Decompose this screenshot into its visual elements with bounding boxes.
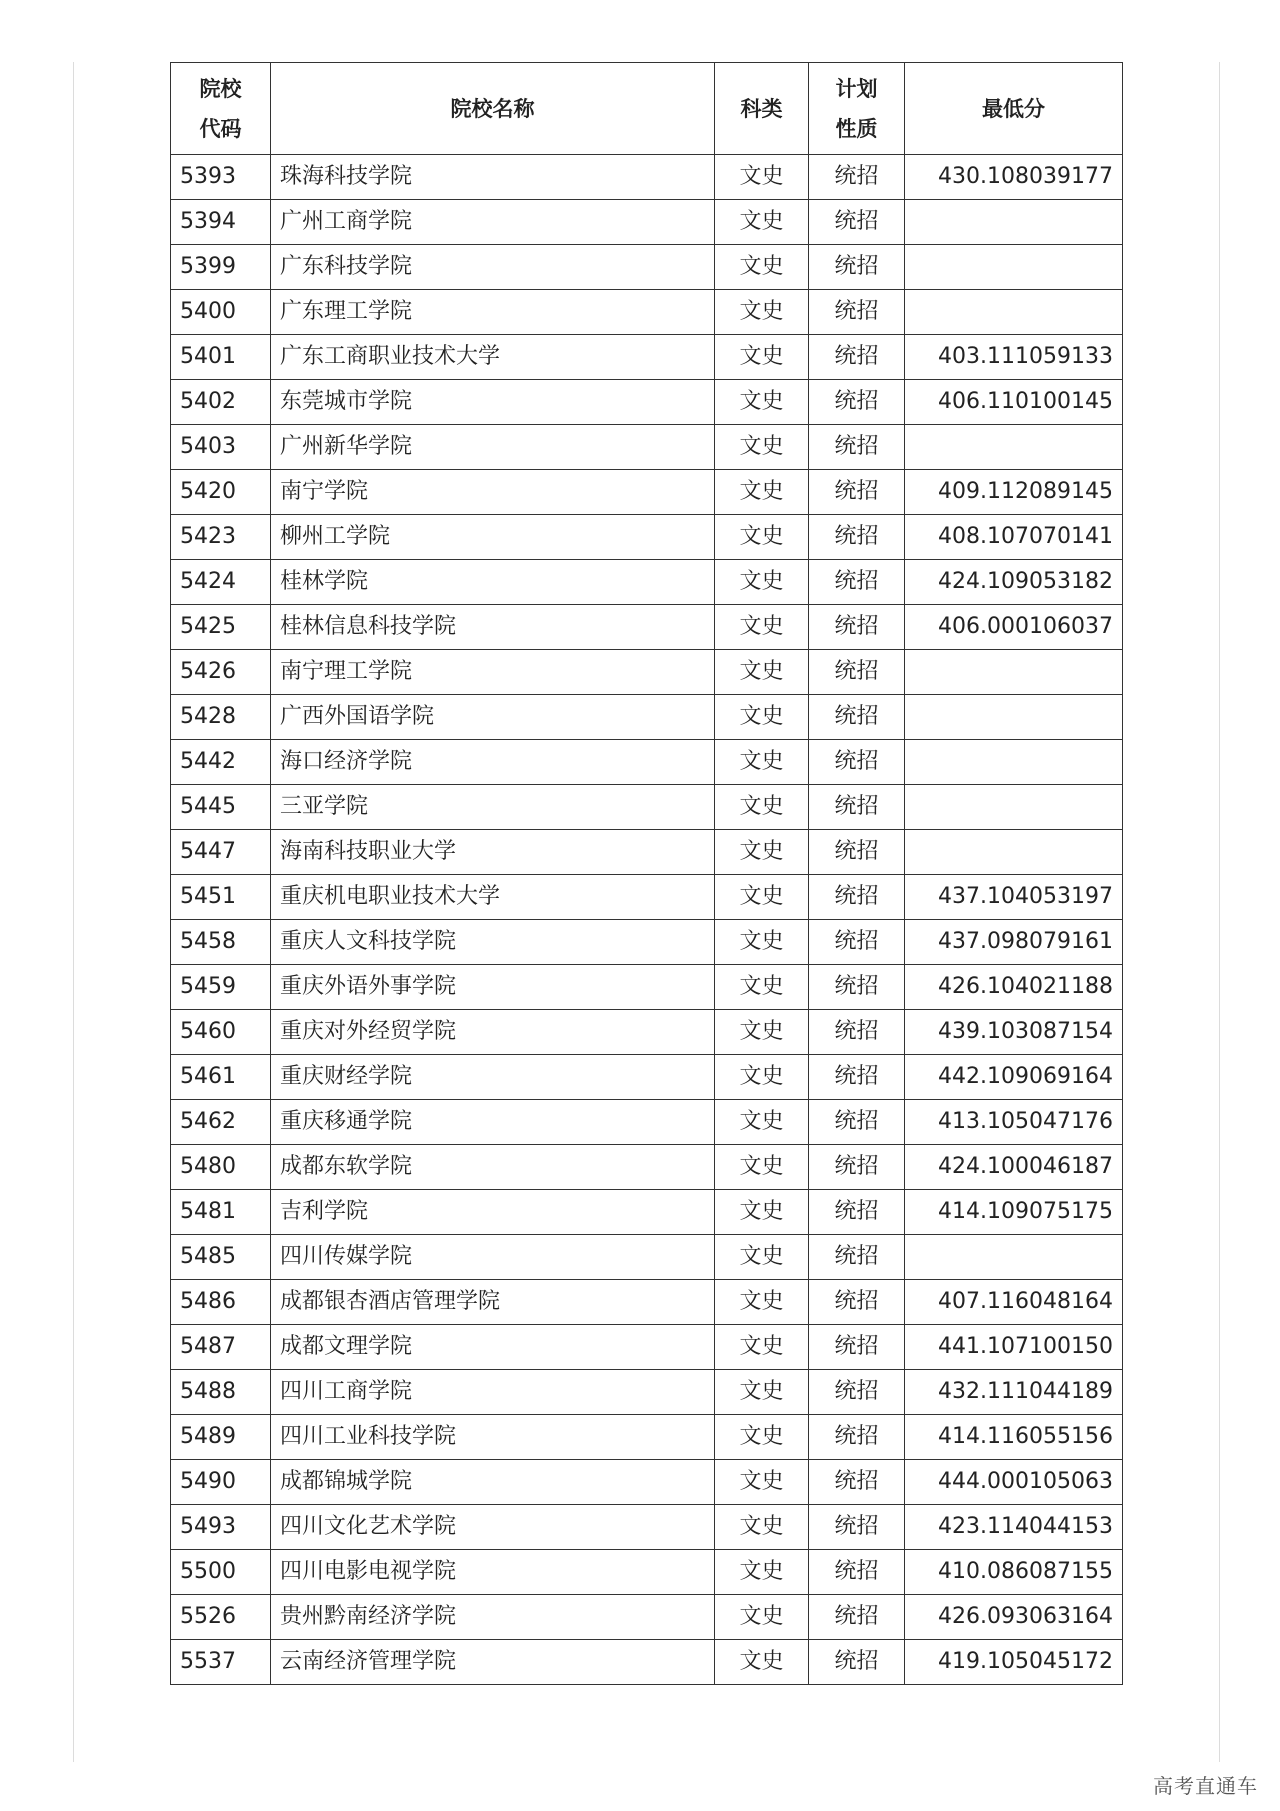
school-name-cell: 广东工商职业技术大学 (271, 335, 715, 380)
plan-type-cell: 统招 (809, 1280, 905, 1325)
plan-type-cell: 统招 (809, 1370, 905, 1415)
table-row (171, 380, 1123, 425)
school-name-cell: 桂林信息科技学院 (271, 605, 715, 650)
school-code-cell: 5500 (171, 1550, 271, 1595)
school-name-cell: 重庆外语外事学院 (271, 965, 715, 1010)
school-name-cell: 海南科技职业大学 (271, 830, 715, 875)
plan-type-cell: 统招 (809, 1550, 905, 1595)
table-body (171, 155, 1123, 1685)
school-code-cell: 5487 (171, 1325, 271, 1370)
category-cell: 文史 (715, 200, 809, 245)
min-score-cell: 414.116055156 (905, 1415, 1123, 1460)
school-name-cell: 南宁理工学院 (271, 650, 715, 695)
school-code-cell: 5447 (171, 830, 271, 875)
category-cell: 文史 (715, 830, 809, 875)
category-cell: 文史 (715, 1415, 809, 1460)
school-name-cell: 广东理工学院 (271, 290, 715, 335)
category-cell: 文史 (715, 290, 809, 335)
min-score-cell: 413.105047176 (905, 1100, 1123, 1145)
school-code-cell: 5460 (171, 1010, 271, 1055)
plan-type-cell: 统招 (809, 1325, 905, 1370)
school-code-cell: 5481 (171, 1190, 271, 1235)
min-score-cell: 430.108039177 (905, 155, 1123, 200)
school-code-cell: 5420 (171, 470, 271, 515)
category-cell: 文史 (715, 470, 809, 515)
plan-type-cell: 统招 (809, 1640, 905, 1685)
table-row (171, 1235, 1123, 1280)
school-code-cell: 5394 (171, 200, 271, 245)
min-score-cell: 426.104021188 (905, 965, 1123, 1010)
school-name-cell: 广州工商学院 (271, 200, 715, 245)
school-code-cell: 5461 (171, 1055, 271, 1100)
table-row (171, 875, 1123, 920)
min-score-cell: 442.109069164 (905, 1055, 1123, 1100)
plan-type-cell: 统招 (809, 830, 905, 875)
school-name-cell: 广西外国语学院 (271, 695, 715, 740)
plan-type-cell: 统招 (809, 200, 905, 245)
table-row (171, 1640, 1123, 1685)
school-code-cell: 5425 (171, 605, 271, 650)
school-code-cell: 5451 (171, 875, 271, 920)
table-row (171, 335, 1123, 380)
category-cell: 文史 (715, 1460, 809, 1505)
table-row (171, 290, 1123, 335)
table-row (171, 785, 1123, 830)
category-cell: 文史 (715, 1280, 809, 1325)
header-plan-line1: 计划 (835, 76, 878, 101)
school-name-cell: 重庆人文科技学院 (271, 920, 715, 965)
school-name-cell: 成都锦城学院 (271, 1460, 715, 1505)
category-cell: 文史 (715, 650, 809, 695)
table-row (171, 1010, 1123, 1055)
school-code-cell: 5424 (171, 560, 271, 605)
school-code-cell: 5402 (171, 380, 271, 425)
table-row (171, 695, 1123, 740)
school-name-cell: 成都银杏酒店管理学院 (271, 1280, 715, 1325)
school-name-cell: 桂林学院 (271, 560, 715, 605)
school-code-cell: 5399 (171, 245, 271, 290)
min-score-cell: 410.086087155 (905, 1550, 1123, 1595)
min-score-cell: 437.104053197 (905, 875, 1123, 920)
plan-type-cell: 统招 (809, 1190, 905, 1235)
table-row (171, 920, 1123, 965)
min-score-cell: 414.109075175 (905, 1190, 1123, 1235)
category-cell: 文史 (715, 335, 809, 380)
category-cell: 文史 (715, 1325, 809, 1370)
category-cell: 文史 (715, 875, 809, 920)
school-code-cell: 5400 (171, 290, 271, 335)
min-score-cell (905, 200, 1123, 245)
category-cell: 文史 (715, 1595, 809, 1640)
min-score-cell: 432.111044189 (905, 1370, 1123, 1415)
plan-type-cell: 统招 (809, 425, 905, 470)
school-code-cell: 5426 (171, 650, 271, 695)
plan-type-cell: 统招 (809, 965, 905, 1010)
plan-type-cell: 统招 (809, 290, 905, 335)
min-score-cell: 439.103087154 (905, 1010, 1123, 1055)
plan-type-cell: 统招 (809, 785, 905, 830)
category-cell: 文史 (715, 425, 809, 470)
table-row (171, 470, 1123, 515)
header-category: 科类 (715, 63, 809, 155)
category-cell: 文史 (715, 155, 809, 200)
school-code-cell: 5428 (171, 695, 271, 740)
school-name-cell: 重庆财经学院 (271, 1055, 715, 1100)
plan-type-cell: 统招 (809, 245, 905, 290)
category-cell: 文史 (715, 740, 809, 785)
table-row (171, 1100, 1123, 1145)
plan-type-cell: 统招 (809, 1235, 905, 1280)
school-code-cell: 5485 (171, 1235, 271, 1280)
category-cell: 文史 (715, 605, 809, 650)
plan-type-cell: 统招 (809, 1415, 905, 1460)
school-code-cell: 5462 (171, 1100, 271, 1145)
table-row (171, 1550, 1123, 1595)
min-score-cell: 403.111059133 (905, 335, 1123, 380)
plan-type-cell: 统招 (809, 1055, 905, 1100)
table-row (171, 1370, 1123, 1415)
category-cell: 文史 (715, 1055, 809, 1100)
school-name-cell: 吉利学院 (271, 1190, 715, 1235)
school-name-cell: 四川文化艺术学院 (271, 1505, 715, 1550)
min-score-cell: 426.093063164 (905, 1595, 1123, 1640)
school-name-cell: 重庆移通学院 (271, 1100, 715, 1145)
category-cell: 文史 (715, 380, 809, 425)
category-cell: 文史 (715, 695, 809, 740)
school-name-cell: 四川传媒学院 (271, 1235, 715, 1280)
plan-type-cell: 统招 (809, 605, 905, 650)
school-name-cell: 广东科技学院 (271, 245, 715, 290)
header-plan-type (809, 63, 905, 155)
table-row (171, 740, 1123, 785)
school-name-cell: 重庆对外经贸学院 (271, 1010, 715, 1055)
table-row (171, 245, 1123, 290)
min-score-cell (905, 1235, 1123, 1280)
min-score-cell: 409.112089145 (905, 470, 1123, 515)
plan-type-cell: 统招 (809, 470, 905, 515)
school-code-cell: 5488 (171, 1370, 271, 1415)
header-plan-line2: 性质 (835, 116, 878, 141)
table-row (171, 1280, 1123, 1325)
school-code-cell: 5459 (171, 965, 271, 1010)
school-code-cell: 5393 (171, 155, 271, 200)
school-name-cell: 重庆机电职业技术大学 (271, 875, 715, 920)
min-score-cell (905, 245, 1123, 290)
category-cell: 文史 (715, 1505, 809, 1550)
category-cell: 文史 (715, 515, 809, 560)
school-code-cell: 5480 (171, 1145, 271, 1190)
school-code-cell: 5526 (171, 1595, 271, 1640)
table-row (171, 1460, 1123, 1505)
table-row (171, 1190, 1123, 1235)
table-row (171, 1415, 1123, 1460)
school-code-cell: 5445 (171, 785, 271, 830)
min-score-cell: 441.107100150 (905, 1325, 1123, 1370)
min-score-cell (905, 650, 1123, 695)
table-row (171, 560, 1123, 605)
min-score-cell (905, 290, 1123, 335)
min-score-cell: 408.107070141 (905, 515, 1123, 560)
plan-type-cell: 统招 (809, 695, 905, 740)
plan-type-cell: 统招 (809, 1595, 905, 1640)
school-code-cell: 5537 (171, 1640, 271, 1685)
category-cell: 文史 (715, 560, 809, 605)
table-row (171, 830, 1123, 875)
min-score-cell (905, 425, 1123, 470)
plan-type-cell: 统招 (809, 1145, 905, 1190)
plan-type-cell: 统招 (809, 155, 905, 200)
min-score-cell: 423.114044153 (905, 1505, 1123, 1550)
min-score-cell: 437.098079161 (905, 920, 1123, 965)
plan-type-cell: 统招 (809, 1505, 905, 1550)
table-row (171, 605, 1123, 650)
plan-type-cell: 统招 (809, 920, 905, 965)
school-name-cell: 南宁学院 (271, 470, 715, 515)
table-row (171, 650, 1123, 695)
table-row (171, 1055, 1123, 1100)
school-name-cell: 珠海科技学院 (271, 155, 715, 200)
table-row (171, 1595, 1123, 1640)
school-name-cell: 东莞城市学院 (271, 380, 715, 425)
header-min-score: 最低分 (905, 63, 1123, 155)
table-row (171, 965, 1123, 1010)
category-cell: 文史 (715, 965, 809, 1010)
table-row (171, 1505, 1123, 1550)
table-row (171, 200, 1123, 245)
school-name-cell: 四川电影电视学院 (271, 1550, 715, 1595)
table-row (171, 1325, 1123, 1370)
header-row (171, 63, 1123, 155)
plan-type-cell: 统招 (809, 875, 905, 920)
header-school-code (171, 63, 271, 155)
category-cell: 文史 (715, 1190, 809, 1235)
plan-type-cell: 统招 (809, 1010, 905, 1055)
category-cell: 文史 (715, 1550, 809, 1595)
plan-type-cell: 统招 (809, 1460, 905, 1505)
school-name-cell: 四川工业科技学院 (271, 1415, 715, 1460)
plan-type-cell: 统招 (809, 380, 905, 425)
category-cell: 文史 (715, 1145, 809, 1190)
school-name-cell: 柳州工学院 (271, 515, 715, 560)
plan-type-cell: 统招 (809, 515, 905, 560)
min-score-cell (905, 740, 1123, 785)
school-code-cell: 5493 (171, 1505, 271, 1550)
min-score-cell (905, 785, 1123, 830)
category-cell: 文史 (715, 1235, 809, 1280)
school-name-cell: 云南经济管理学院 (271, 1640, 715, 1685)
min-score-cell: 424.109053182 (905, 560, 1123, 605)
plan-type-cell: 统招 (809, 740, 905, 785)
school-code-cell: 5442 (171, 740, 271, 785)
min-score-cell (905, 695, 1123, 740)
min-score-cell: 424.100046187 (905, 1145, 1123, 1190)
min-score-cell: 444.000105063 (905, 1460, 1123, 1505)
admission-score-table (170, 62, 1123, 1685)
table-row (171, 515, 1123, 560)
school-code-cell: 5458 (171, 920, 271, 965)
school-code-cell: 5489 (171, 1415, 271, 1460)
header-code-line1: 院校 (199, 76, 242, 101)
min-score-cell: 419.105045172 (905, 1640, 1123, 1685)
min-score-cell: 406.000106037 (905, 605, 1123, 650)
plan-type-cell: 统招 (809, 1100, 905, 1145)
school-code-cell: 5403 (171, 425, 271, 470)
school-name-cell: 成都东软学院 (271, 1145, 715, 1190)
min-score-cell: 406.110100145 (905, 380, 1123, 425)
school-code-cell: 5486 (171, 1280, 271, 1325)
school-code-cell: 5401 (171, 335, 271, 380)
school-code-cell: 5423 (171, 515, 271, 560)
category-cell: 文史 (715, 1640, 809, 1685)
school-name-cell: 贵州黔南经济学院 (271, 1595, 715, 1640)
plan-type-cell: 统招 (809, 335, 905, 380)
school-name-cell: 海口经济学院 (271, 740, 715, 785)
category-cell: 文史 (715, 920, 809, 965)
header-school-name: 院校名称 (271, 63, 715, 155)
table-header (171, 63, 1123, 155)
header-code-line2: 代码 (199, 116, 242, 141)
table-row (171, 1145, 1123, 1190)
page-margin-rule-right (1219, 62, 1220, 1762)
min-score-cell (905, 830, 1123, 875)
school-name-cell: 广州新华学院 (271, 425, 715, 470)
watermark-text: 高考直通车 (1153, 1774, 1258, 1798)
page-margin-rule-left (73, 62, 74, 1762)
category-cell: 文史 (715, 785, 809, 830)
school-name-cell: 四川工商学院 (271, 1370, 715, 1415)
school-code-cell: 5490 (171, 1460, 271, 1505)
category-cell: 文史 (715, 1370, 809, 1415)
table-row (171, 425, 1123, 470)
school-name-cell: 三亚学院 (271, 785, 715, 830)
category-cell: 文史 (715, 1010, 809, 1055)
category-cell: 文史 (715, 245, 809, 290)
plan-type-cell: 统招 (809, 560, 905, 605)
school-name-cell: 成都文理学院 (271, 1325, 715, 1370)
table-row (171, 155, 1123, 200)
category-cell: 文史 (715, 1100, 809, 1145)
min-score-cell: 407.116048164 (905, 1280, 1123, 1325)
plan-type-cell: 统招 (809, 650, 905, 695)
